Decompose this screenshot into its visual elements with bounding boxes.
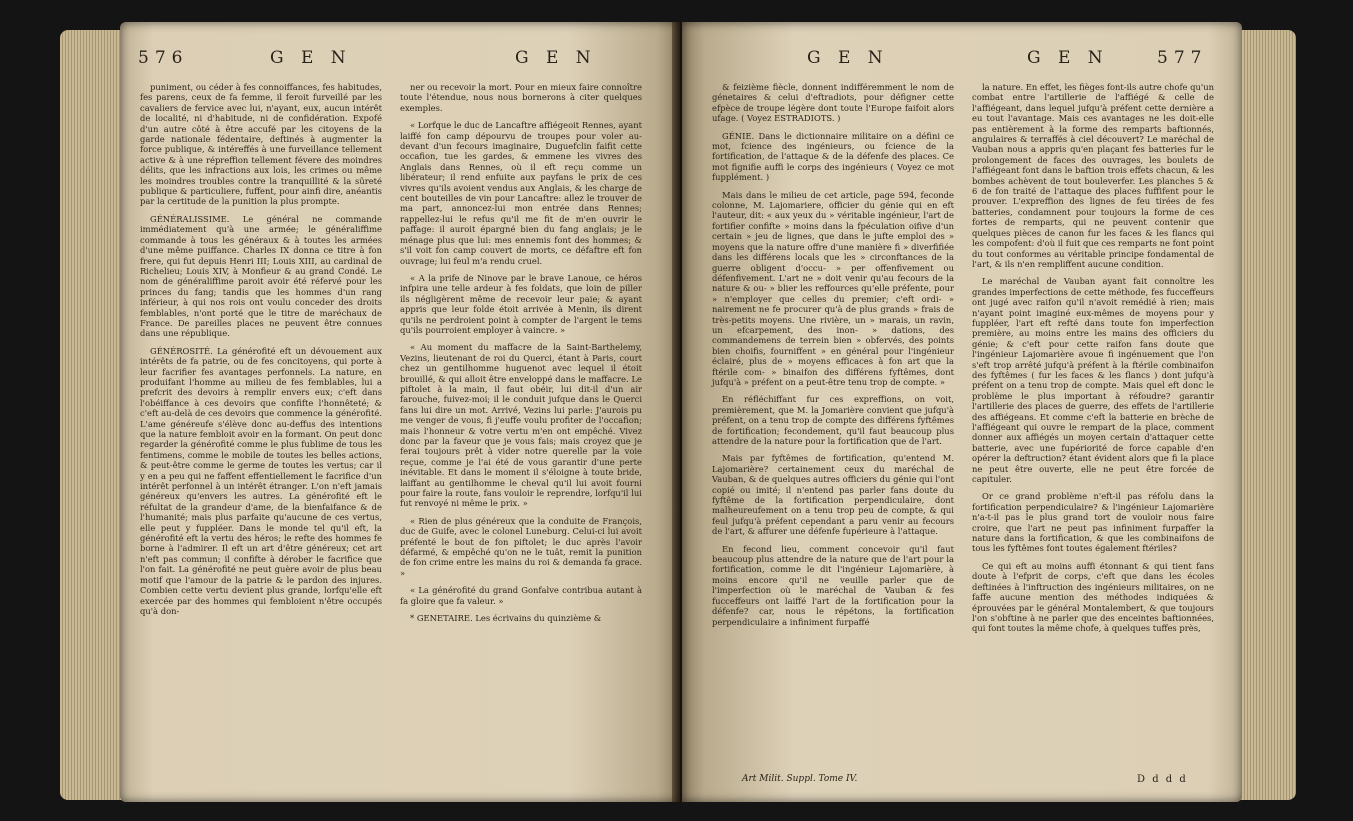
paragraph: En réfléchiffant fur ces expreffions, on voit, premièrement, que M. la Jomarière convient que jufqu'à préfent, on a tenu trop de compte des différens fyftêmes de fortification; fecondement, qu'il faut beaucoup plus attendre de la nature pour la fortification que de l'art. — [712, 394, 954, 446]
paragraph: Ce qui eft au moins auffi étonnant & qui tient fans doute à l'efprit de corps, c'eft que dans les écoles deftinées à l'inftruction des ingénieurs militaires, on ne faffe aucune mention des méthodes indiquées & éprouvées par le général Montalembert, & que toujours l'on s'obftine à ne parler que des enceintes baftionnées, qui font toutes la même chofe, à quelques tuffes près, — [972, 560, 1214, 634]
paragraph: & feizième fiècle, donnent indifféremment le nom de génetaires & celui d'eftradiots, pour défigner cette efpèce de troupe légère dont toute l'Europe faifoit alors ufage. ( Voyez ESTRADIOTS. ) — [712, 82, 954, 124]
paragraph: Mais par fyftêmes de fortification, qu'entend M. Lajomarière? certainement ceux du maréchal de Vauban, & de quelques autres officiers du génie qui l'ont copié ou imité; il n'entend pas parler fans doute du fyftême de la fortification perpendiculaire, dont malheureufement on a tenu trop peu de compte, & qui feul jufqu'à préfent cependant a paru venir au fecours de l'art, & affurer une défenfe fupérieure à l'attaque. — [712, 453, 954, 537]
left-running-head-left: G E N — [270, 48, 352, 68]
paragraph: « Lorfque le duc de Lancaftre affiégeoit Rennes, ayant laiffé fon camp dépourvu de troupes pour voler au-devant d'un fecours imaginaire, Duguefclin faifit cette occafion, tue les gardes, & emmene les vivres des Anglais dans Rennes, où il eft reçu comme un libérateur; il rend enfuite aux payfans le prix de ces vivres qu'ils avoient vendus aux Anglais, & les charge de cent bouteilles de vin pour Lancaftre: allez le trouver de ma part, annoncez-lui mon entrée dans Rennes; rappellez-lui le refus qu'il me fit de m'en ouvrir le paffage: il auroit épargné bien du fang anglais; je le ménage plus que lui: mes ennemis font des hommes; & s'il voit fon camp couvert de morts, ce défaftre eft fon ouvrage; lui feul m'a rendu cruel. — [400, 120, 642, 266]
right-running-head-left: G E N — [807, 48, 889, 68]
paragraph: GÉNIE. Dans le dictionnaire militaire on a défini ce mot, fcience des ingénieurs, ou fcience de la fortification, de l'attaque & de la défenfe des places. Ce mot fignifie auffi le corps des ingénieurs ( Voyez ce mot fupplément. ) — [712, 130, 954, 183]
paragraph: « A la prife de Ninove par le brave Lanoue, ce héros infpira une telle ardeur à fes foldats, que loin de piller ils négligèrent même de recevoir leur paie; & ayant appris que leur folde étoit arrivée à Menin, ils dirent qu'ils ne perdroient point à compter de l'argent le tems qu'ils pourroient employer à vaincre. » — [400, 272, 642, 335]
paragraph: Le maréchal de Vauban ayant fait connoître les grandes imperfections de cette méthode, fes fucceffeurs ont jugé avec raifon qu'il n'avoit remédié à rien; mais n'ayant point imaginé eux-mêmes de moyens pour y fuppléer, l'art eft refté dans toute fon imperfection première, au moins entre les mains des officiers du génie; & c'eft pour cette raifon fans doute que l'ingénieur Lajomarière avoue fi ingénuement que l'on s'eft trop arrêté jufqu'à préfent à la ftérile combinaifon des fyftêmes ( fur les faces & les flancs ) dont jufqu'à préfent on a tenu trop de compte. Mais quel eft donc le problème le plus important à réfoudre? garantir l'artillerie des places de guerre, des effets de l'artillerie des affiégeans. Et comme c'eft la batterie en brèche de l'affiégeant qui ouvre le rempart de la place, comment donner aux affiégés un moyen certain d'attaquer cette batterie, avec une fupériorité de force capable d'en opérer la deftruction? étant évident alors que fi la place ne peut être ouverte, elle ne peut être forcée de capituler. — [972, 276, 1214, 485]
left-column-2 — [400, 82, 642, 631]
paragraph: Mais dans le milieu de cet article, page 594, feconde colonne, M. Lajomariere, officier du génie qui en eft l'auteur, dit: « aux yeux du » véritable ingénieur, l'art de fortifier confifte » moins dans la fpéculation oifive d'un certain » jeu de lignes, que dans le jufte emploi des » moyens que la nature offre d'une manière fi » diverfifiée dans les différens locals que les » circonftances de la guerre obligent d'occu- » per offenfivement ou défenfivement. L'art ne » doit venir qu'au fecours de la nature & ou- » blier les reffources qu'elle préfente, pour » n'employer que celles du premier; c'eft ordi- » nairement ne fe procurer qu'à de plus grands » frais de très-petits moyens. Une rivière, un » marais, un ravin, un efcarpement, des inon- » dations, des commandemens de terrein bien » obfervés, des points bien choifis, fourniffent » en général pour l'ingénieur éclairé, plus de » moyens efficaces à fon art que la ftérile com- » binaifon des différens fyftêmes, dont jufqu'à » préfent on a peut-être tenu trop de compte. » — [712, 189, 954, 387]
paragraph: puniment, ou céder à fes connoiffances, fes habitudes, fes parens, ceux de fa femme, il feroit furveillé par les cavaliers de fervice avec lui, n'ayant, eux, aucun intérêt de localité, ni d'habitude, ni de confidération. Expofé d'un autre côté à être accufé par les citoyens de la garde nationale fédentaire, deftinés à augmenter la force publique, & intéreffés à une furveillance tellement active & à une répreffion tellement févere des moindres délits, que les infractions aux lois, les crimes ou même les moindres troubles contre la tranquillité & la sûreté publique & particuliere, fuffent, pour ainfi dire, anéantis par la certitude de la punition la plus prompte. — [140, 82, 382, 207]
right-page-number: 577 — [1157, 48, 1208, 68]
paragraph: « Au moment du maffacre de la Saint-Barthelemy, Vezins, lieutenant de roi du Querci, étant à Paris, court chez un gentilhomme huguenot avec lequel il étoit brouillé, & qui alloit être enveloppé dans le maffacre. Le piftolet à la main, il faut obéir, lui dit-il d'un air farouche, fuivez-moi; il le conduit jufque dans le Querci fans lui dire un mot. Arrivé, Vezins lui parle: J'aurois pu me venger de vous, fi j'euffe voulu profiter de l'occafion; mais l'honneur & votre vertu m'en ont empêché. Vivez donc par la faveur que je vous fais; mais croyez que je ferai toujours prêt à vider notre querelle par la voie reçue, comme je l'ai été de vous garantir d'une perte inévitable. Et dans le moment il s'éloigne à toute bride, laiffant au gentilhomme le cheval qu'il lui avoit fourni pour faire la route, fans vouloir le reprendre, lorfqu'il lui fut renvoyé ni même le prix. » — [400, 342, 642, 509]
right-page — [682, 22, 1242, 802]
paragraph: GÉNÉRALISSIME. Le général ne commande immédiatement qu'à une armée; le généraliffime commande à tous les généraux & à toutes les armées d'une même puiffance. Charles IX donna ce titre à fon frere, qui fut depuis Henri III; Louis XIII, au cardinal de Richelieu; Louis XIV, à Monfieur & au grand Condé. Le nom de généraliffime paroit avoir été réfervé pour les princes du fang; tandis que les hommes d'un rang inférieur, à qui nos rois ont voulu conceder des droits femblables, n'ont porté que le titre de maréchaux de France. De pareilles places ne peuvent être connues dans une république. — [140, 213, 382, 339]
paragraph: « La générofité du grand Gonfalve contribua autant à fa gloire que fa valeur. » — [400, 585, 642, 606]
right-column-2 — [972, 82, 1214, 641]
paragraph: * GENETAIRE. Les écrivains du quinzième & — [410, 613, 602, 624]
paragraph: Or ce grand problème n'eft-il pas réfolu dans la fortification perpendiculaire? & l'ingénieur Lajomarière n'a-t-il pas le plus grand tort de vouloir nous faire croire, que l'art ne peut pas infiniment furpaffer la nature dans la fortification, & que les combinaifons de tous les fyftêmes font toutes également ftériles? — [972, 491, 1214, 554]
signature-mark: D d d d — [1137, 774, 1188, 785]
right-page-edges — [1238, 30, 1296, 800]
paragraph: « Rien de plus généreux que la conduite de François, duc de Guife, avec le colonel Luneburg. Celui-ci lui avoit préfenté le bout de fon piftolet; le duc après l'avoir défarmé, & empêché qu'on ne le tuât, remit la punition de fon crime entre les mains du roi & demanda fa grace. » — [400, 515, 642, 578]
paragraph: En fecond lieu, comment concevoir qu'il faut beaucoup plus attendre de la nature que de l'art pour la fortification, comme le dit l'ingénieur Lajomarière, à moins encore qu'il ne veuille parler que de l'imperfection où le maréchal de Vauban & fes fucceffeurs ont laiffé l'art de la fortification pour la défenfe? car, nous le répétons, la fortification perpendiculaire a infiniment furpaffé — [712, 543, 954, 627]
right-running-head-right: G E N — [1027, 48, 1109, 68]
right-column-1 — [712, 82, 954, 634]
paragraph: ner ou recevoir la mort. Pour en mieux faire connoître toute l'étendue, nous nous bornerons à citer quelques exemples. — [400, 82, 642, 113]
page-footer: Art Milit. Suppl. Tome IV. — [742, 774, 858, 784]
left-page-number: 576 — [138, 48, 189, 68]
left-column-1 — [140, 82, 382, 623]
left-running-head-right: G E N — [515, 48, 597, 68]
paragraph: la nature. En effet, les fièges font-ils autre chofe qu'un combat entre l'artillerie de l'affiégé & celle de l'affiégeant, dans lequel jufqu'à préfent cette dernière a eu tout l'avantage. Mais ces avantages ne les doit-elle pas entièrement à la forme des remparts baftionnés, angulaires & terraffés à ciel découvert? Le maréchal de Vauban nous a appris qu'en plaçant fes batteries fur le prolongement de faces des ouvrages, les boulets de l'affiégeant font dans le baftion trois effets chacun, & les bombes achèvent de tout bouleverfer. Les planches 5 & 6 de fon traité de l'attaque des places fuffifent pour le prouver. L'expreffion des lignes de feu tirées de fes batteries, condamnent pour toujours la forme de ces fortes de remparts, qui ne peuvent contenir que quelques pièces de canon fur les faces & les flancs qui les compofent: d'où il fuit que ces remparts ne font point du tout conformes au véritable principe fondamental de l'art, & ils n'en rempliffent aucune condition. — [972, 82, 1215, 269]
left-page — [120, 22, 680, 802]
paragraph: GÉNÉROSITÉ. La générofité eft un dévouement aux intérêts de fa patrie, ou de fes concitoyens, qui porte à leur facrifier fes avantages perfonnels. La nature, en produifant l'homme au milieu de fes femblables, lui a prefcrit des devoirs à remplir envers eux; c'eft dans l'obéiffance à ces devoirs que confifte l'honnêteté; & c'eft au-delà de ces devoirs que commence la générofité. L'ame généreufe s'élève donc au-deffus des intentions que la nature fembloit avoir en la formant. On peut donc regarder la générofité comme le plus fublime de tous les fentimens, comme le mobile de toutes les belles actions, & peut-être comme le germe de toutes les vertus; car il y en a peu qui ne faffent effentiellement le facrifice d'un intérêt perfonnel à un intérêt étranger. L'on n'eft jamais généreux qu'envers les autres. La générofité eft le réfultat de la grandeur d'ame, de la bienfaifance & de l'humanité; mais plus parfaite qu'aucune de ces vertus, elle peut y fuppléer. Dans le monde tel qu'il eft, la générofité eft la vertu des héros; le refte des hommes fe borne à l'admirer. Il eft un art d'être généreux; cet art n'eft pas commun; il confifte à dérober le facrifice que l'on fait. La générofité ne peut guère avoir de plus beau motif que l'amour de la patrie & le pardon des injures. Combien cette vertu devient plus grande, lorfqu'elle eft exercée par des hommes qui fembloient n'être occupés qu'à don- — [140, 345, 382, 616]
left-page-edges — [60, 30, 124, 800]
